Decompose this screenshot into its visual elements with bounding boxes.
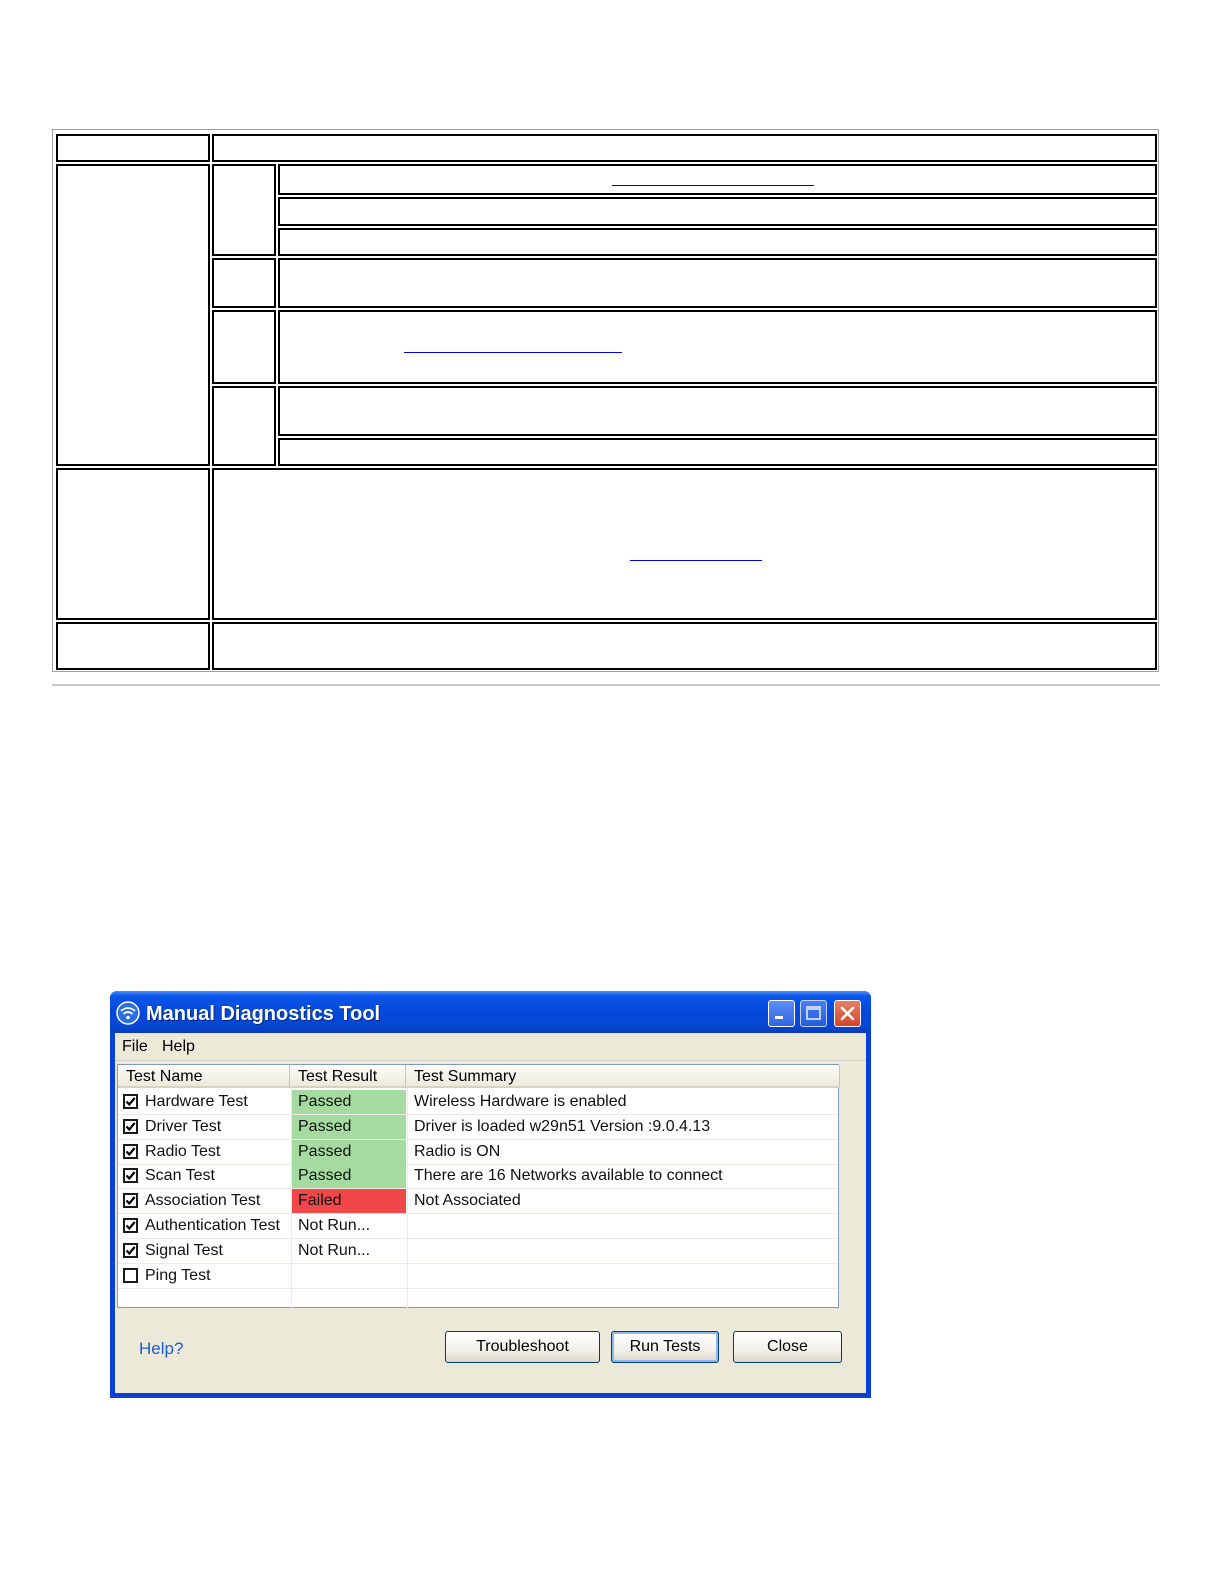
table-cell [278,310,1157,384]
test-checkbox[interactable] [123,1243,138,1258]
table-row[interactable] [118,1214,838,1239]
table-cell [212,622,1157,670]
table-cell [212,310,276,384]
title-bar[interactable] [110,991,871,1033]
hyperlink-underline[interactable] [612,185,814,186]
table-row[interactable] [118,1264,838,1289]
table-cell [278,438,1157,466]
test-name: Hardware Test [145,1093,248,1110]
troubleshoot-button[interactable] [445,1331,600,1363]
table-row[interactable] [118,1140,838,1165]
test-checkbox[interactable] [123,1218,138,1233]
menu-help[interactable]: Help [162,1038,195,1055]
table-row[interactable] [118,1090,838,1115]
table-cell [56,468,210,620]
test-summary: Wireless Hardware is enabled [414,1093,627,1110]
test-name: Radio Test [145,1142,221,1160]
test-checkbox[interactable] [123,1144,138,1159]
window-title: Manual Diagnostics Tool [146,1003,381,1025]
table-row[interactable] [118,1189,838,1214]
horizontal-rule [52,684,1160,686]
test-name: Authentication Test [145,1217,280,1234]
table-cell [278,386,1157,436]
test-summary: Not Associated [414,1192,521,1210]
close-button-label: Close [767,1338,808,1355]
window-client [115,1033,866,1393]
table-cell [278,258,1157,308]
test-name: Association Test [145,1192,261,1210]
table-cell [56,622,210,670]
test-summary: Radio is ON [414,1142,501,1160]
test-result: Not Run... [298,1241,371,1259]
table-row[interactable] [118,1239,838,1264]
table-cell [212,134,1157,162]
table-cell [278,197,1157,226]
minimize-button[interactable] [768,1000,795,1027]
test-checkbox[interactable] [123,1094,138,1109]
table-cell [56,164,210,466]
row-separator [118,1288,838,1289]
column-header-test-result[interactable]: Test Result [290,1065,406,1088]
close-window-button[interactable] [834,1000,861,1027]
help-link[interactable]: Help? [139,1339,184,1358]
test-name: Driver Test [145,1117,222,1135]
test-summary: There are 16 Networks available to connect [414,1167,723,1185]
test-name: Ping Test [145,1266,211,1284]
table-cell [212,468,1157,620]
test-result: Passed [298,1093,352,1110]
table-cell [56,134,210,162]
menu-file[interactable]: File [122,1038,148,1055]
table-row[interactable] [118,1115,838,1140]
test-name: Scan Test [145,1167,215,1185]
test-result: Passed [298,1117,352,1135]
test-name: Signal Test [145,1241,223,1259]
table-row[interactable] [118,1164,838,1189]
test-result: Failed [298,1192,342,1210]
table-cell [212,386,276,466]
test-checkbox[interactable] [123,1193,138,1208]
table-cell [278,228,1157,256]
column-separator [840,1088,841,1308]
troubleshoot-button-label: Troubleshoot [476,1338,569,1355]
table-cell [212,164,276,256]
test-results-list[interactable] [117,1064,839,1308]
test-checkbox[interactable] [123,1119,138,1134]
column-header-test-summary[interactable]: Test Summary [406,1065,840,1088]
menu-bar [115,1033,866,1061]
maximize-button[interactable] [800,1000,827,1027]
test-checkbox[interactable] [123,1168,138,1183]
hyperlink-underline[interactable] [404,352,622,353]
run-tests-button[interactable] [611,1331,719,1363]
table-cell [278,164,1157,195]
column-header-test-name[interactable]: Test Name [118,1065,290,1088]
test-result: Passed [298,1142,352,1160]
test-summary: Driver is loaded w29n51 Version :9.0.4.13 [414,1117,711,1135]
hyperlink-underline[interactable] [630,560,762,561]
run-tests-button-label: Run Tests [629,1338,701,1355]
close-button[interactable] [733,1331,842,1363]
test-result: Passed [298,1167,352,1185]
test-checkbox[interactable] [123,1268,138,1283]
diagnostics-window [110,991,871,1398]
test-result: Not Run... [298,1217,371,1234]
table-cell [212,258,276,308]
wifi-app-icon [116,1001,140,1025]
